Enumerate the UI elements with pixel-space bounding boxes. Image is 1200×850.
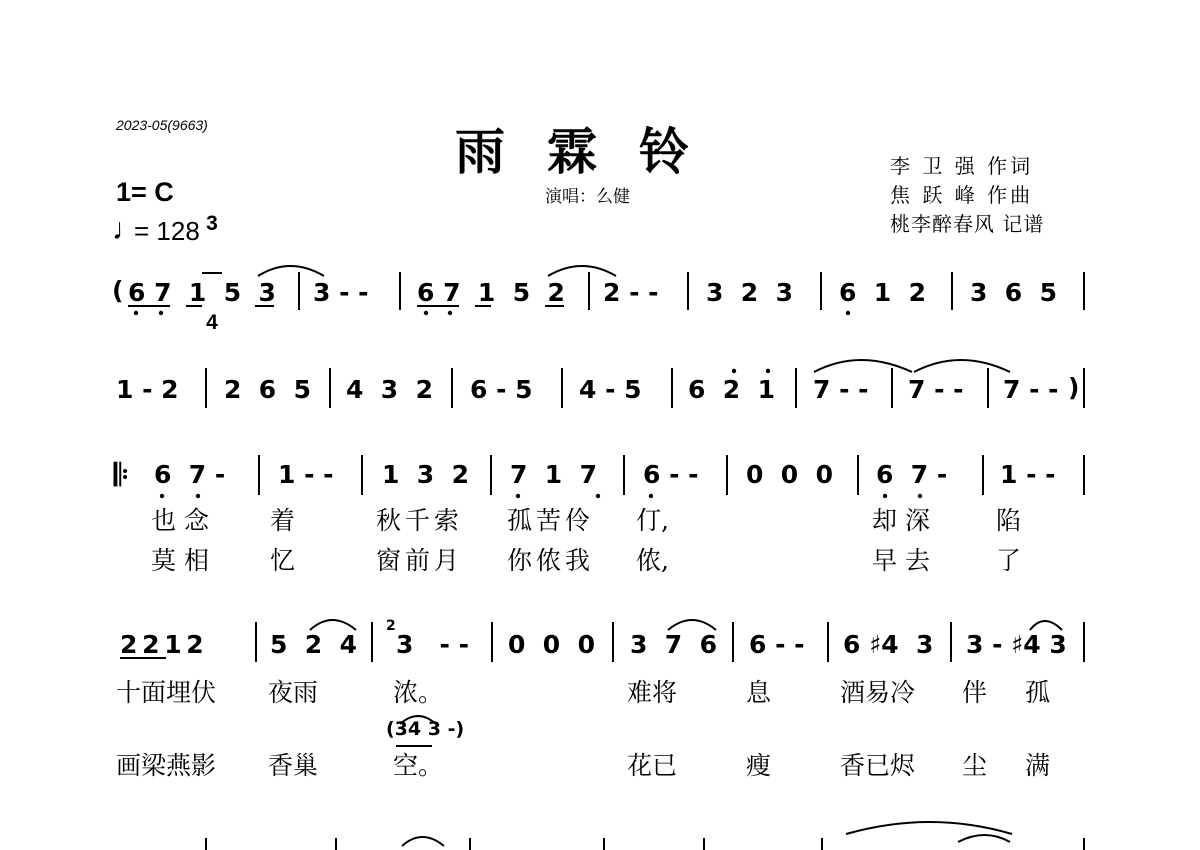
lyric: 夜雨: [268, 678, 319, 707]
measure: 1 - -: [278, 460, 334, 489]
measure: 6 - -: [749, 630, 805, 659]
measure: 3 6 5: [970, 278, 1057, 307]
lyric: 满: [1025, 751, 1051, 780]
lyric: 仃,: [636, 506, 669, 535]
quarter-note-icon: ♩: [112, 213, 142, 246]
lyric: 侬,: [636, 546, 669, 575]
key-signature: 1= C: [116, 177, 174, 207]
measure: 6 7 -: [154, 460, 226, 489]
measure: 6 7 -: [876, 460, 948, 489]
measure: 6 1 2: [839, 278, 926, 307]
lyric: 你侬我: [507, 546, 595, 575]
repeat-start-icon: 𝄆: [114, 458, 129, 493]
time-signature-top: 3: [206, 212, 218, 235]
lyric: 着: [270, 506, 296, 535]
lyric: 秋千索: [376, 506, 464, 535]
measure: 6 7 1 5 3: [128, 278, 276, 307]
measure: 2 - -: [603, 278, 659, 307]
measure: 7 1 7: [510, 460, 597, 489]
measure: 4 3 2: [346, 375, 433, 404]
lyric: 十面埋伏: [116, 678, 217, 707]
lyric: 息: [746, 678, 772, 707]
transcriber-credit: 桃李醉春风 记谱: [890, 212, 1045, 236]
lyric: 早去: [872, 546, 939, 575]
lyric: 忆: [270, 546, 296, 575]
lyric: 孤: [1025, 678, 1051, 707]
measure: 2 2 1 2: [120, 630, 202, 659]
measure: 3 - -: [396, 630, 469, 659]
measure: 6 7 1 5 2: [417, 278, 565, 307]
lyric: 莫相: [151, 546, 218, 575]
grace-notes: (34 3 -): [386, 718, 465, 740]
measure: 3 - -: [313, 278, 369, 307]
composer-credit: 焦 跃 峰 作曲: [890, 183, 1034, 207]
measure: 6 ♯4 3: [843, 630, 934, 659]
measure: 1 - 2: [116, 375, 179, 404]
measure: 3 2 3: [706, 278, 793, 307]
lyric: 尘: [962, 751, 988, 780]
measure: 7 - -: [813, 375, 869, 404]
lyric: 孤苦伶: [507, 506, 595, 535]
tempo-marking: = 128: [134, 216, 200, 246]
measure: 0 0 0: [508, 630, 595, 659]
lyric: 窗前月: [376, 546, 464, 575]
song-title: 雨霖铃: [455, 122, 731, 181]
lyricist-credit: 李 卫 强 作词: [890, 154, 1034, 178]
measure: 4 - 5: [579, 375, 642, 404]
lyric: 伴: [962, 678, 988, 707]
measure: 3 - ♯4 3: [966, 630, 1067, 659]
lyric: 难将: [627, 678, 678, 707]
measure: 6 - 5: [470, 375, 533, 404]
measure: 7 - -: [1003, 375, 1059, 404]
measure: 7 - -: [908, 375, 964, 404]
singer: 演唱：么健: [545, 187, 630, 207]
lyric: 瘦: [746, 751, 772, 780]
measure: 6 - -: [643, 460, 699, 489]
measure: 6 2 1: [688, 375, 775, 404]
meter-change: 2: [386, 618, 396, 634]
lyric: 酒易冷: [840, 678, 916, 707]
measure: 0 0 0: [746, 460, 833, 489]
open-paren: (: [112, 276, 124, 305]
lyric: 却深: [872, 506, 939, 535]
lyric: 香巢: [268, 751, 319, 780]
lyric: 了: [996, 546, 1022, 575]
lyric: 浓。: [393, 678, 444, 707]
measure: 5 2 4: [270, 630, 357, 659]
time-signature-bottom: 4: [206, 311, 218, 334]
measure: 2 6 5: [224, 375, 311, 404]
lyric: 画梁燕影: [116, 751, 217, 780]
lyric: 花已: [627, 751, 678, 780]
close-paren: ): [1068, 373, 1080, 402]
lyric: 香已烬: [840, 751, 916, 780]
lyric: 陷: [996, 506, 1022, 535]
serial-number: 2023-05(9663): [116, 117, 208, 133]
measure: 3 7 6: [630, 630, 717, 659]
measure: 1 3 2: [382, 460, 469, 489]
lyric: 也念: [151, 506, 218, 535]
measure: 1 - -: [1000, 460, 1056, 489]
lyric: 空。: [393, 751, 444, 780]
